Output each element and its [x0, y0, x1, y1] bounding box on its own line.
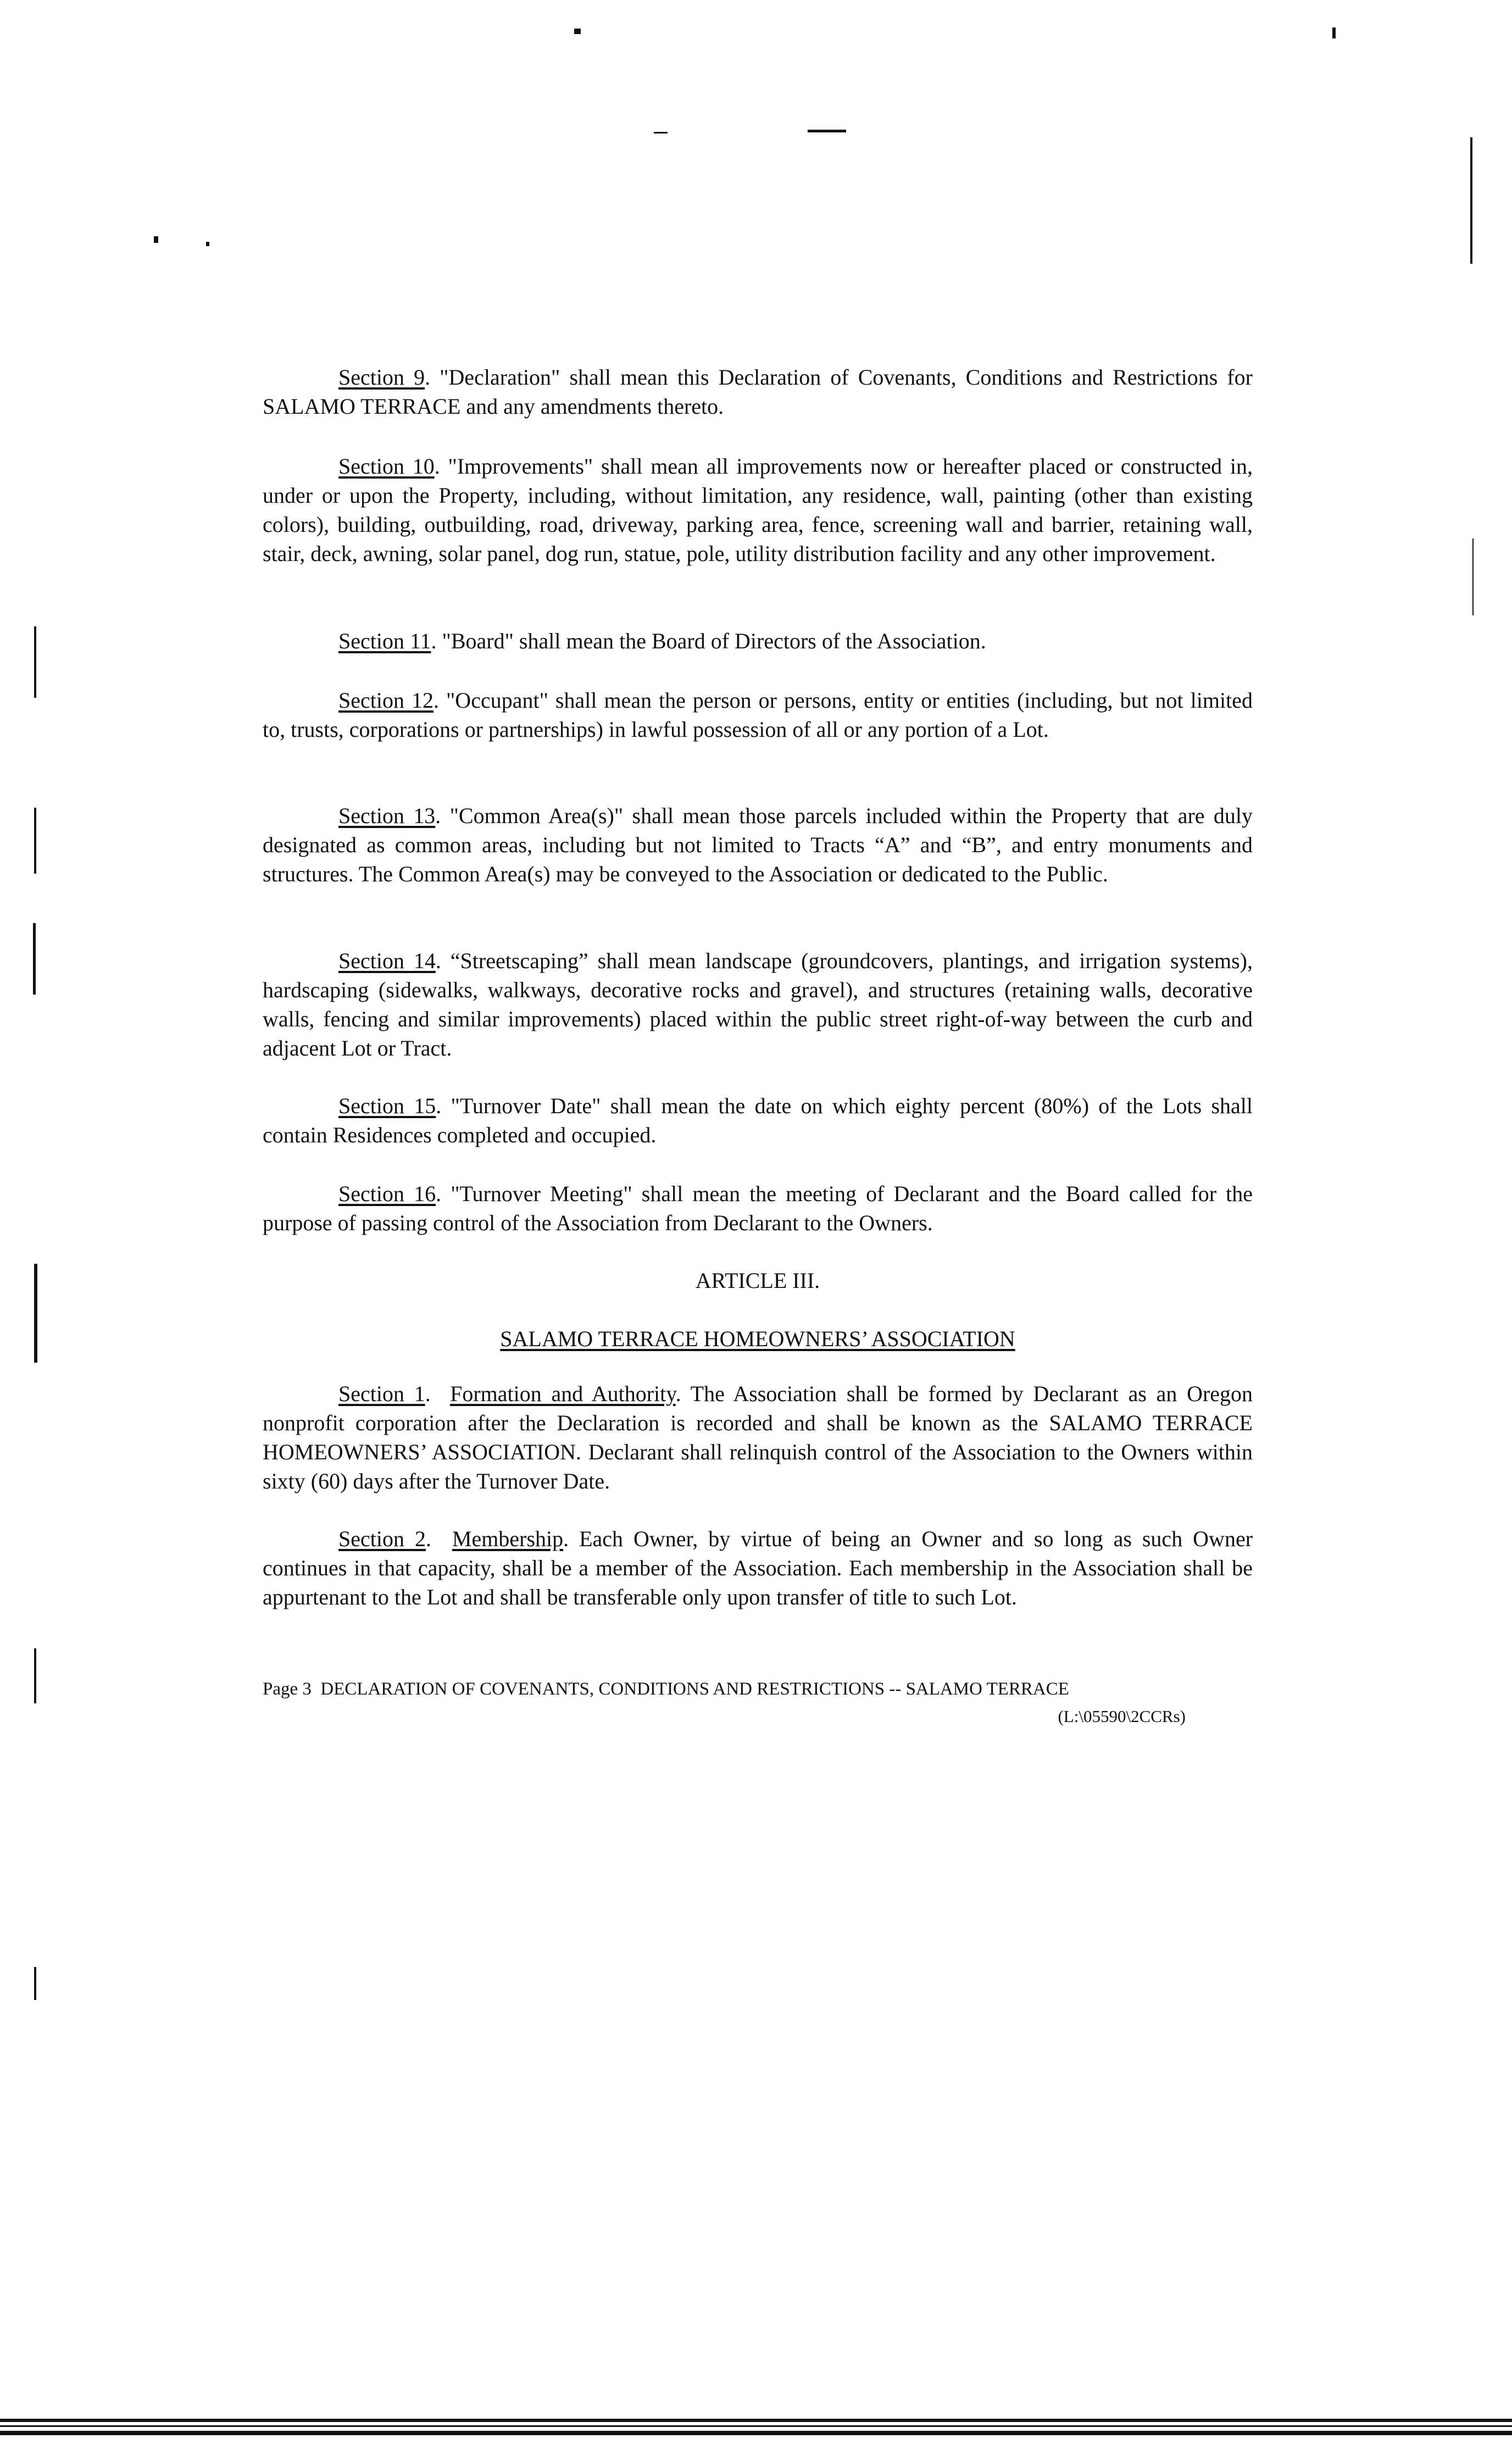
section-13-paragraph	[263, 801, 1253, 888]
article-section-1-title: Formation and Authority	[450, 1381, 676, 1406]
article-section-1-label: Section 1	[338, 1381, 425, 1406]
article-section-1-paragraph	[263, 1379, 1253, 1496]
section-11-text: . "Board" shall mean the Board of Directors of the Association.	[431, 629, 986, 653]
scan-speck	[808, 130, 846, 132]
file-reference: (L:\05590\2CCRs)	[1058, 1707, 1186, 1726]
scan-speck	[154, 236, 158, 243]
section-13-label: Section 13	[338, 803, 436, 828]
section-14-label: Section 14	[338, 948, 436, 973]
section-16-label: Section 16	[338, 1181, 436, 1206]
section-9-label: Section 9	[338, 365, 425, 390]
article-title-text: SALAMO TERRACE HOMEOWNERS’ ASSOCIATION	[500, 1326, 1015, 1351]
scan-edge-left	[34, 808, 36, 874]
article-heading: ARTICLE III.	[695, 1268, 820, 1293]
scan-edge-left	[34, 1264, 37, 1363]
section-15-label: Section 15	[338, 1093, 436, 1118]
page-number: Page 3	[263, 1679, 312, 1699]
section-11-label: Section 11	[338, 629, 431, 653]
scan-edge-left	[34, 1648, 36, 1703]
scan-speck	[574, 29, 581, 34]
section-10-text: . "Improvements" shall mean all improvements now or hereafter placed or constructed in, under or upon the Property, including, without limitation, any residence, wall, painting (other than existing colors), building, outbuilding, road, driveway, parking area, fence, screening wall and barrier, retaining wall, stair, deck, awning, solar panel, dog run, statue, pole, utility distribution facility and any other improvement.	[263, 454, 1253, 566]
scan-edge-left	[33, 923, 36, 995]
section-10-label: Section 10	[338, 454, 435, 479]
scan-bottom-rule	[0, 2431, 1512, 2435]
scan-bottom-rule	[0, 2419, 1512, 2422]
scan-bottom-rule	[0, 2425, 1512, 2427]
scan-speck	[654, 132, 668, 134]
scan-edge-right	[1472, 538, 1474, 615]
section-13-text: . "Common Area(s)" shall mean those parcels included within the Property that are duly designated as common areas, including but not limited to Tracts “A” and “B”, and entry monuments and structures. The Common Area(s) may be conveyed to the Association or dedicated to the Public.	[263, 803, 1253, 886]
section-10-paragraph	[263, 452, 1253, 568]
section-9-paragraph	[263, 363, 1253, 421]
section-12-text: . "Occupant" shall mean the person or persons, entity or entities (including, but not limited to, trusts, corporations or partnerships) in lawful possession of all or any portion of a Lot.	[263, 688, 1253, 742]
article-section-1-sep: .	[425, 1381, 451, 1406]
scan-speck	[206, 242, 209, 246]
article-section-2-paragraph	[263, 1524, 1253, 1612]
section-16-text: . "Turnover Meeting" shall mean the meeting of Declarant and the Board called for the purpose of passing control of the Association from Declarant to the Owners.	[263, 1181, 1253, 1235]
section-14-paragraph	[263, 946, 1253, 1063]
section-15-paragraph	[263, 1091, 1253, 1149]
section-12-label: Section 12	[338, 688, 433, 713]
section-14-text: . “Streetscaping” shall mean landscape (groundcovers, plantings, and irrigation systems), hardscaping (sidewalks, walkways, decorative rocks and gravel), and structures (retaining walls, decorative walls, fencing and similar improvements) placed within the public street right-of-way between the curb and adjacent Lot or Tract.	[263, 948, 1253, 1060]
scan-edge-right	[1470, 137, 1472, 264]
section-9-text: . "Declaration" shall mean this Declaration of Covenants, Conditions and Restrictions for SALAMO TERRACE and any amendments thereto.	[263, 365, 1253, 419]
section-15-text: . "Turnover Date" shall mean the date on which eighty percent (80%) of the Lots shall contain Residences completed and occupied.	[263, 1093, 1253, 1147]
page-footer	[263, 1677, 1253, 1701]
footer-title: DECLARATION OF COVENANTS, CONDITIONS AND RESTRICTIONS -- SALAMO TERRACE	[320, 1679, 1069, 1699]
article-section-2-title: Membership	[452, 1526, 564, 1551]
article-section-1-text: . The Association shall be formed by Declarant as an Oregon nonprofit corporation after the Declaration is recorded and shall be known as the SALAMO TERRACE HOMEOWNERS’ ASSOCIATION. Declarant shall relinquish control of the Association to the Owners within sixty (60) days after the Turnover Date.	[263, 1381, 1253, 1493]
article-section-2-label: Section 2	[338, 1526, 426, 1551]
section-16-paragraph	[263, 1179, 1253, 1237]
section-11-paragraph	[263, 626, 1253, 656]
article-title	[263, 1324, 1253, 1353]
scan-speck	[1332, 27, 1336, 38]
scan-edge-left	[34, 1967, 36, 2000]
article-section-2-sep: .	[425, 1526, 452, 1551]
section-12-paragraph	[263, 686, 1253, 744]
scan-edge-left	[34, 626, 36, 698]
article-section-2-text: . Each Owner, by virtue of being an Owner and so long as such Owner continues in that capacity, shall be a member of the Association. Each membership in the Association shall be appurtenant to the Lot and shall be transferable only upon transfer of title to such Lot.	[263, 1526, 1253, 1609]
